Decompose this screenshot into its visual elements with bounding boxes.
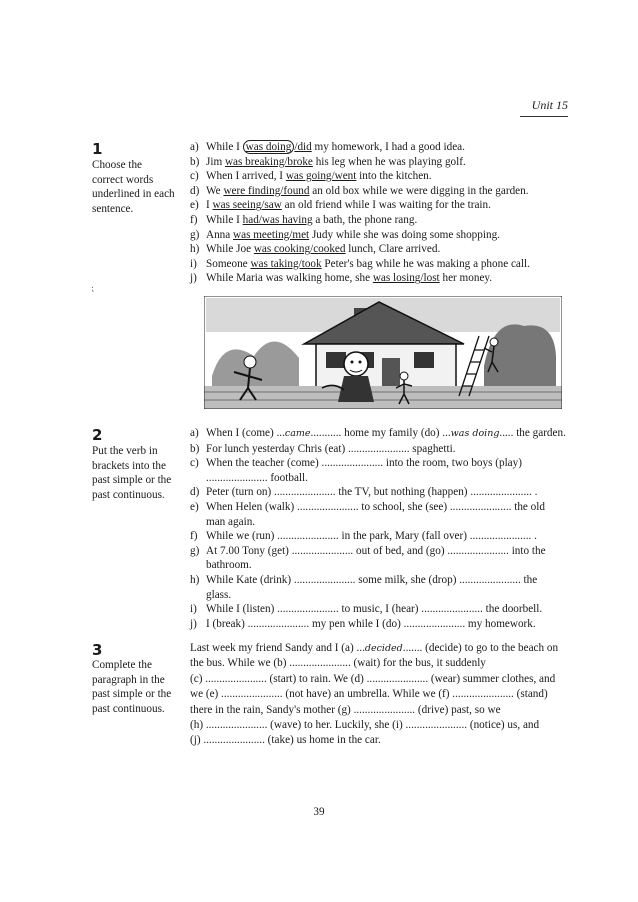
text-run: ........... home my family (do) ... xyxy=(310,427,451,439)
item-letter: b) xyxy=(190,155,200,168)
paragraph-line xyxy=(190,687,576,702)
exercise-item xyxy=(190,456,580,485)
unit-title: Unit 15 xyxy=(531,98,568,112)
item-line xyxy=(206,573,580,588)
page-number: 39 xyxy=(313,806,325,818)
item-line xyxy=(206,544,580,559)
handwritten-answer: decided xyxy=(364,643,403,654)
item-letter: b) xyxy=(190,442,200,455)
text-run: a bath, the phone rang. xyxy=(312,213,418,226)
text-run: ..... the garden. xyxy=(499,427,566,439)
exercise-item xyxy=(190,602,580,617)
exercise-item xyxy=(190,140,580,155)
text-run: We xyxy=(206,184,224,197)
text-run: bathroom. xyxy=(206,559,252,572)
exercise-3-instructions xyxy=(92,658,187,716)
instruction-line: past continuous. xyxy=(92,488,165,501)
paragraph-line xyxy=(190,733,576,748)
underlined-choice: was meeting/met xyxy=(233,228,310,241)
paragraph-line xyxy=(190,641,576,656)
text-run: an old friend while I was waiting for the train. xyxy=(281,199,491,212)
underlined-choice: was seeing/saw xyxy=(212,199,282,212)
paragraph-line xyxy=(190,672,576,687)
item-letter: a) xyxy=(190,141,199,153)
underlined-choice: was going/went xyxy=(285,170,357,183)
exercise-3-paragraph xyxy=(190,641,576,749)
text-run: an old box while we were digging in the garden. xyxy=(309,184,529,197)
exercise-3-number: 3 xyxy=(92,641,103,659)
underlined-choice: was taking/took xyxy=(250,257,322,270)
exercise-1-instructions xyxy=(92,158,187,216)
exercise-2-number: 2 xyxy=(92,426,103,444)
text-run: For lunch yesterday Chris (eat) ...................... spaghetti. xyxy=(206,442,456,455)
instruction-line: correct words xyxy=(92,173,154,186)
item-line xyxy=(206,558,580,573)
text-run: When the teacher (come) ...................... into the room, two boys (play) xyxy=(206,457,522,470)
text-run: I xyxy=(206,199,213,212)
item-letter: f) xyxy=(190,213,198,226)
text-run: When I arrived, I xyxy=(206,170,286,183)
text-run: Jim xyxy=(206,155,225,168)
item-letter: c) xyxy=(190,457,199,470)
exercise-item xyxy=(190,500,580,529)
item-letter: j) xyxy=(190,272,197,285)
item-line xyxy=(206,500,580,515)
item-line xyxy=(206,588,580,603)
item-letter: h) xyxy=(190,573,200,586)
text-run: her money. xyxy=(439,272,493,285)
text-run: (h) ...................... (wave) to her. Luckily, she (i) ...................... (notice) us, and xyxy=(190,719,540,732)
exercise-item xyxy=(190,169,580,184)
item-letter: a) xyxy=(190,427,199,439)
text-run: Someone xyxy=(206,257,251,270)
text-run: my homework, I had a good idea. xyxy=(311,141,465,153)
underlined-choice: was breaking/broke xyxy=(224,155,313,168)
instruction-line: past simple or the xyxy=(92,688,172,701)
text-run: ....... (decide) to go to the beach on xyxy=(402,642,559,654)
text-run: While Maria was walking home, she xyxy=(206,272,373,285)
text-run: Last week my friend Sandy and I (a) ... xyxy=(190,642,365,654)
exercise-item xyxy=(190,617,580,632)
instruction-line: Choose the xyxy=(92,159,143,171)
text-run: While Kate (drink) ...................... some milk, she (drop) ...................... the xyxy=(206,573,538,586)
item-letter: d) xyxy=(190,486,200,499)
text-run: man again. xyxy=(206,515,256,528)
instruction-line: brackets into the xyxy=(92,459,166,472)
item-letter: d) xyxy=(190,184,200,197)
item-line xyxy=(206,442,580,457)
item-letter: f) xyxy=(190,530,198,543)
item-line xyxy=(206,485,580,500)
handwritten-answer: came xyxy=(284,428,311,439)
margin-mark: ⁏ xyxy=(91,283,95,293)
instruction-line: Put the verb in xyxy=(92,445,158,457)
exercise-item xyxy=(190,155,580,170)
item-letter: j) xyxy=(190,617,197,630)
exercise-item xyxy=(190,184,580,199)
exercise-item xyxy=(190,198,580,213)
text-run: his leg when he was playing golf. xyxy=(312,155,466,168)
item-letter: c) xyxy=(190,170,199,183)
text-run: Peter's bag while he was making a phone call. xyxy=(321,257,530,270)
underlined-choice: was doing xyxy=(243,140,295,154)
paragraph-line xyxy=(190,703,576,718)
item-letter: e) xyxy=(190,500,199,513)
item-letter: e) xyxy=(190,199,199,212)
exercise-item xyxy=(190,257,580,272)
instruction-line: underlined in each xyxy=(92,188,175,201)
exercise-item xyxy=(190,271,580,286)
underlined-choice: were finding/found xyxy=(223,184,310,197)
exercise-item xyxy=(190,213,580,228)
text-run: At 7.00 Tony (get) ...................... out of bed, and (go) ...................... into the xyxy=(206,544,546,557)
paragraph-line xyxy=(190,718,576,733)
text-run: While we (run) ...................... in the park, Mary (fall over) ...................... . xyxy=(206,530,537,543)
text-run: While I xyxy=(206,141,243,153)
item-line xyxy=(206,617,580,632)
instruction-line: paragraph in the xyxy=(92,673,165,686)
underlined-choice: was losing/lost xyxy=(372,272,440,285)
instruction-line: past simple or the xyxy=(92,474,172,487)
exercise-2-instructions xyxy=(92,444,187,502)
item-line xyxy=(206,602,580,617)
item-line xyxy=(206,426,580,442)
text-run: lunch, Clare arrived. xyxy=(345,243,441,256)
text-run: Peter (turn on) ...................... the TV, but nothing (happen) ...................... . xyxy=(206,486,538,499)
text-run: Judy while she was doing some shopping. xyxy=(309,228,500,241)
text-run: into the kitchen. xyxy=(356,170,432,183)
exercise-item xyxy=(190,544,580,573)
text-run: Anna xyxy=(206,228,234,241)
item-letter: h) xyxy=(190,243,200,256)
exercise-item xyxy=(190,485,580,500)
text-run: there in the rain, Sandy's mother (g) ...................... (drive) past, so we xyxy=(190,703,501,716)
text-run: While I (listen) ...................... to music, I (hear) ...................... the doorbell. xyxy=(206,603,543,616)
paragraph-line xyxy=(190,656,576,671)
text-run: glass. xyxy=(206,588,232,601)
exercise-item xyxy=(190,442,580,457)
item-line xyxy=(206,515,580,530)
exercise-1-number: 1 xyxy=(92,140,103,158)
exercise-1-list xyxy=(190,140,580,286)
text-run: we (e) ...................... (not have) an umbrella. While we (f) ...................... (stand) xyxy=(190,688,548,701)
text-run: When I (come) ... xyxy=(206,427,285,439)
item-line xyxy=(206,456,580,471)
text-run: While Joe xyxy=(206,243,254,256)
instruction-line: past continuous. xyxy=(92,702,165,715)
text-run: When Helen (walk) ...................... to school, she (see) ...................... the old xyxy=(206,500,545,513)
instruction-line: sentence. xyxy=(92,202,134,215)
text-run: I (break) ...................... my pen while I (do) ...................... my homework. xyxy=(206,617,536,630)
text-run: While I xyxy=(206,213,243,226)
item-letter: g) xyxy=(190,544,200,557)
underlined-choice: was cooking/cooked xyxy=(253,243,346,256)
garden-illustration xyxy=(204,296,562,409)
exercise-item xyxy=(190,529,580,544)
text-run: (j) ...................... (take) us home in the car. xyxy=(190,734,381,747)
item-letter: i) xyxy=(190,603,197,616)
text-run: (c) ...................... (start) to rain. We (d) ...................... (wear) summer clothes, and xyxy=(190,672,556,685)
handwritten-answer: was doing xyxy=(450,428,500,439)
text-run: the bus. While we (b) ...................... (wait) for the bus, it suddenly xyxy=(190,657,486,670)
item-letter: g) xyxy=(190,228,200,241)
item-line xyxy=(206,529,580,544)
item-letter: i) xyxy=(190,257,197,270)
exercise-item xyxy=(190,242,580,257)
exercise-item xyxy=(190,573,580,602)
unit-title-rule xyxy=(520,116,568,117)
underlined-choice: /did xyxy=(294,141,312,153)
item-line xyxy=(206,471,580,486)
exercise-2-list xyxy=(190,426,580,631)
exercise-item xyxy=(190,426,580,442)
instruction-line: Complete the xyxy=(92,659,152,671)
exercise-item xyxy=(190,228,580,243)
underlined-choice: had/was having xyxy=(242,213,313,226)
text-run: ...................... football. xyxy=(206,471,308,484)
